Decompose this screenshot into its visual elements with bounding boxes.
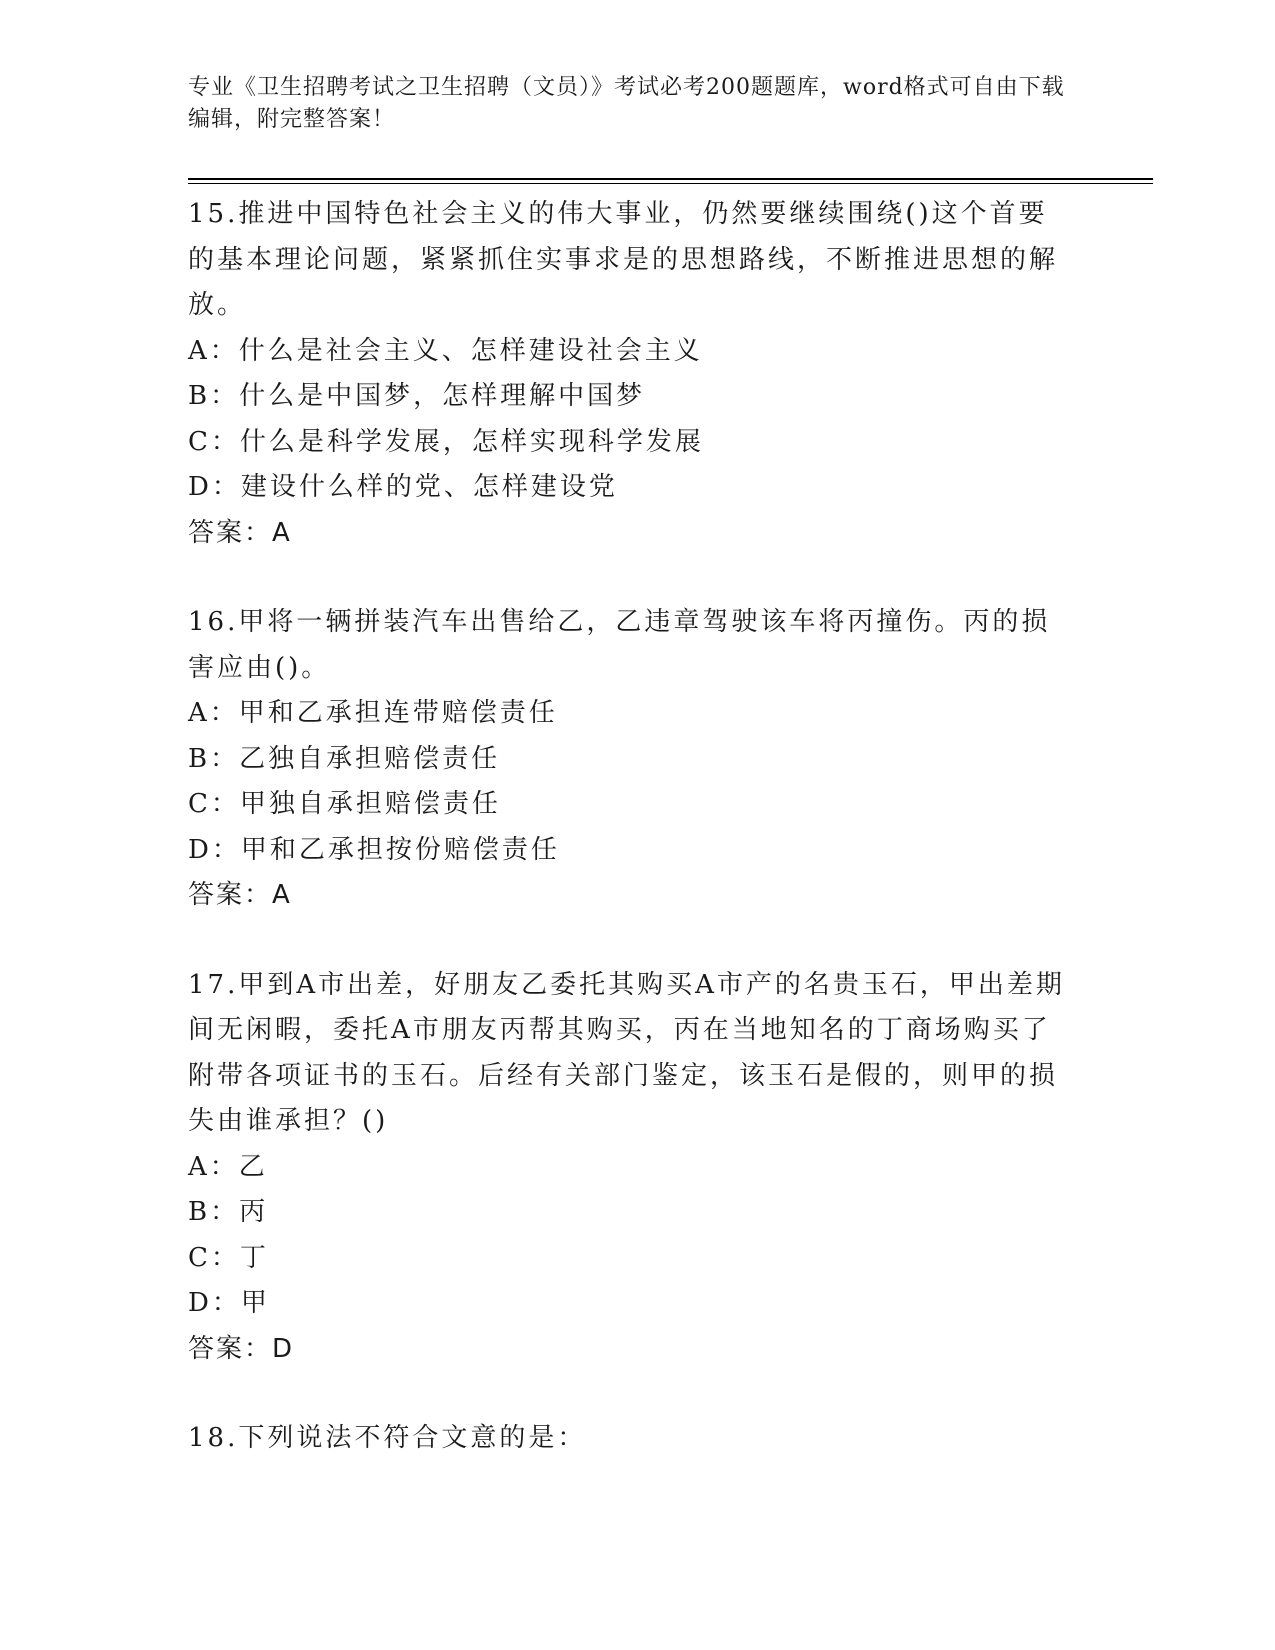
option-a: A：甲和乙承担连带赔偿责任 <box>188 698 558 728</box>
option-b: B：什么是中国梦，怎样理解中国梦 <box>188 381 646 411</box>
question-17 <box>188 963 1068 1373</box>
header-divider-thick <box>188 178 1153 180</box>
option-c: C：甲独自承担赔偿责任 <box>188 789 501 819</box>
question-stem: 16.甲将一辆拼装汽车出售给乙，乙违章驾驶该车将丙撞伤。丙的损害应由()。 <box>188 607 1051 683</box>
question-stem: 18.下列说法不符合文意的是： <box>188 1423 587 1453</box>
option-a: A：什么是社会主义、怎样建设社会主义 <box>188 335 703 366</box>
option-a: A：乙 <box>188 1151 268 1182</box>
answer-line: 答案：A <box>188 517 292 548</box>
answer-line: 答案：A <box>188 880 292 910</box>
option-c: C：丁 <box>188 1242 269 1273</box>
question-18 <box>188 1416 1068 1462</box>
option-c: C：什么是科学发展，怎样实现科学发展 <box>188 426 704 457</box>
option-d: D：建设什么样的党、怎样建设党 <box>188 472 618 502</box>
question-stem: 15.推进中国特色社会主义的伟大事业，仍然要继续围绕()这个首要的基本理论问题，紧紧抓住实事求是的思想路线，不断推进思想的解放。 <box>188 199 1059 320</box>
question-stem: 17.甲到A市出差，好朋友乙委托其购买A市产的名贵玉石，甲出差期间无闲暇，委托A市朋友丙帮其购买，丙在当地知名的丁商场购买了附带各项证书的玉石。后经有关部门鉴定，该玉石是假的，则甲的损失由谁承担？() <box>188 969 1065 1136</box>
question-15 <box>188 192 1068 556</box>
option-d: D：甲 <box>188 1288 270 1318</box>
question-list <box>188 192 1068 1506</box>
header-divider-thin <box>188 183 1153 184</box>
option-b: B：丙 <box>188 1197 269 1227</box>
document-header: 专业《卫生招聘考试之卫生招聘（文员）》考试必考200题题库，word格式可自由下载编辑，附完整答案！ <box>188 75 1065 132</box>
option-d: D：甲和乙承担按份赔偿责任 <box>188 834 560 865</box>
option-b: B：乙独自承担赔偿责任 <box>188 743 501 774</box>
question-16 <box>188 600 1068 919</box>
answer-line: 答案：D <box>188 1333 295 1364</box>
